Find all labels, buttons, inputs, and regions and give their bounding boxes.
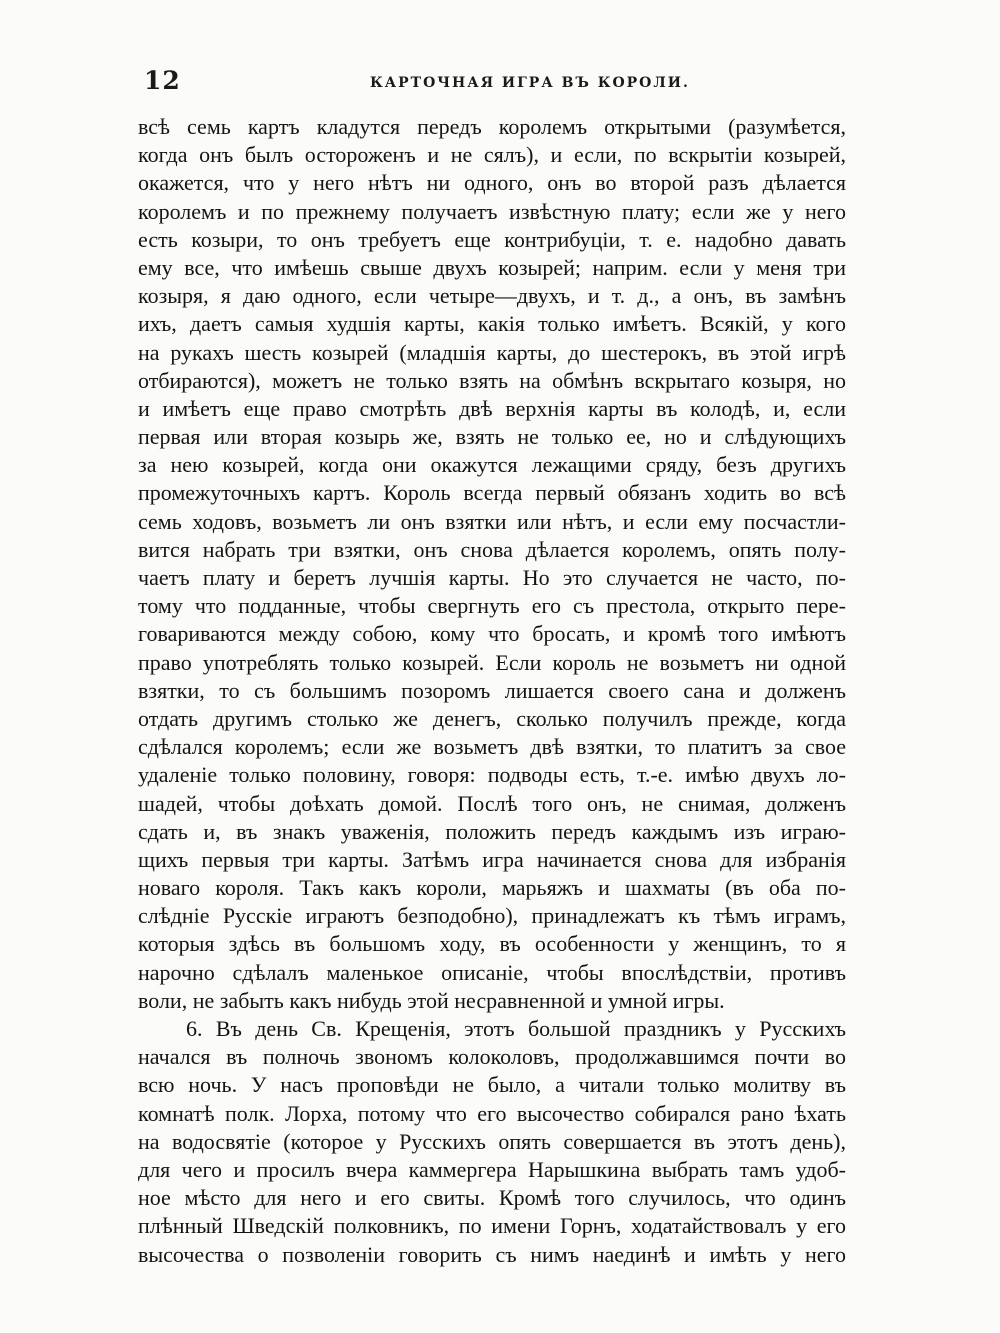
running-title: КАРТОЧНАЯ ИГРА ВЪ КОРОЛИ. bbox=[370, 75, 690, 91]
text-line: которыя здѣсь въ большомъ ходу, въ особенности у женщинъ, то я bbox=[138, 931, 846, 957]
text-line: говариваются между собою, кому что бросать, и кромѣ того имѣютъ bbox=[138, 621, 846, 647]
text-line: когда онъ былъ остороженъ и не сялъ), и если, по вскрытіи козырей, bbox=[138, 142, 846, 168]
text-line: всю ночь. У насъ проповѣди не было, а читали только молитву въ bbox=[138, 1072, 846, 1098]
text-line: промежуточныхъ картъ. Король всегда первый обязанъ ходить во всѣ bbox=[138, 480, 846, 506]
text-line: на водосвятіе (которое у Русскихъ опять совершается въ этотъ день), bbox=[138, 1128, 846, 1154]
text-line: начался въ полночь звономъ колоколовъ, продолжавшимся почти во bbox=[138, 1044, 846, 1070]
text-line: высочества о позволеніи говорить съ нимъ наединѣ и имѣть у него bbox=[138, 1241, 846, 1267]
paragraph-epiphany-day bbox=[138, 1015, 846, 1269]
text-line: вится набрать три взятки, онъ снова дѣлается королемъ, опять полу- bbox=[138, 536, 846, 562]
page-header bbox=[140, 66, 850, 102]
text-line: семь ходовъ, возьметъ ли онъ взятки или нѣтъ, и если ему посчастли- bbox=[138, 508, 846, 534]
text-line: сдать и, въ знакъ уваженія, положить передъ каждымъ изъ играю- bbox=[138, 818, 846, 844]
text-line: слѣдніе Русскіе играютъ безподобно), принадлежатъ къ тѣмъ играмъ, bbox=[138, 903, 846, 929]
text-line: и имѣетъ еще право смотрѣть двѣ верхнія карты въ колодѣ, и, если bbox=[138, 395, 846, 421]
text-line: ихъ, даетъ самыя худшія карты, какія только имѣетъ. Всякій, у кого bbox=[138, 311, 846, 337]
text-line: окажется, что у него нѣтъ ни одного, онъ во второй разъ дѣлается bbox=[138, 170, 846, 196]
text-line: право употреблять только козырей. Если король не возьметъ ни одной bbox=[138, 649, 846, 675]
text-line: плѣнный Шведскій полковникъ, по имени Горнъ, ходатайствовалъ у его bbox=[138, 1213, 846, 1239]
page-number: 12 bbox=[144, 66, 181, 95]
text-line: есть козыри, то онъ требуетъ еще контрибуціи, т. е. надобно давать bbox=[138, 226, 846, 252]
text-line: тому что подданные, чтобы свергнуть его съ престола, открыто пере- bbox=[138, 593, 846, 619]
text-line: первая или вторая козырь же, взять не только ее, но и слѣдующихъ bbox=[138, 424, 846, 450]
text-line: нарочно сдѣлалъ маленькое описаніе, чтобы впослѣдствіи, противъ bbox=[138, 959, 846, 985]
text-line: на рукахъ шесть козырей (младшія карты, до шестерокъ, въ этой игрѣ bbox=[138, 339, 846, 365]
text-line: щихъ первыя три карты. Затѣмъ игра начинается снова для избранія bbox=[138, 846, 846, 872]
text-line: козыря, я даю одного, если четыре—двухъ, и т. д., а онъ, въ замѣнъ bbox=[138, 283, 846, 309]
text-line: для чего и просилъ вчера каммергера Нарышкина выбрать тамъ удоб- bbox=[138, 1156, 846, 1182]
text-line: 6. Въ день Св. Крещенія, этотъ большой праздникъ у Русскихъ bbox=[186, 1016, 846, 1041]
text-line: сдѣлался королемъ; если же возьметъ двѣ взятки, то платитъ за свое bbox=[138, 734, 846, 760]
text-line: отдать другимъ столько же денегъ, сколько получилъ прежде, когда bbox=[138, 705, 846, 731]
text-line: чаетъ плату и беретъ лучшія карты. Но это случается не часто, по- bbox=[138, 565, 846, 590]
text-line: за нею козырей, когда они окажутся лежащими сряду, безъ другихъ bbox=[138, 452, 846, 478]
paragraph-card-game-description bbox=[138, 113, 846, 1015]
text-line: отбираются), можетъ не только взять на обмѣнъ вскрытаго козыря, но bbox=[138, 367, 846, 393]
text-line: комнатѣ полк. Лорха, потому что его высочество собирался рано ѣхать bbox=[138, 1100, 846, 1126]
text-line: воли, не забыть какъ нибудь этой несравненной и умной игры. bbox=[138, 987, 725, 1013]
text-line: королемъ и по прежнему получаетъ извѣстную плату; если же у него bbox=[138, 198, 846, 224]
text-line: ему все, что имѣешь свыше двухъ козырей; наприм. если у меня три bbox=[138, 254, 846, 280]
text-line: ное мѣсто для него и его свиты. Кромѣ того случилось, что одинъ bbox=[138, 1185, 846, 1211]
text-line: всѣ семь картъ кладутся передъ королемъ открытыми (разумѣется, bbox=[138, 114, 846, 139]
text-line: новаго короля. Такъ какъ короли, марьяжъ и шахматы (въ оба по- bbox=[138, 875, 846, 901]
text-line: шадей, чтобы доѣхать домой. Послѣ того онъ, не снимая, долженъ bbox=[138, 790, 846, 816]
text-line: взятки, то съ большимъ позоромъ лишается своего сана и долженъ bbox=[138, 677, 846, 703]
text-line: удаленіе только половину, говоря: подводы есть, т.-е. имѣю двухъ ло- bbox=[138, 762, 846, 788]
body-text bbox=[138, 113, 846, 1269]
